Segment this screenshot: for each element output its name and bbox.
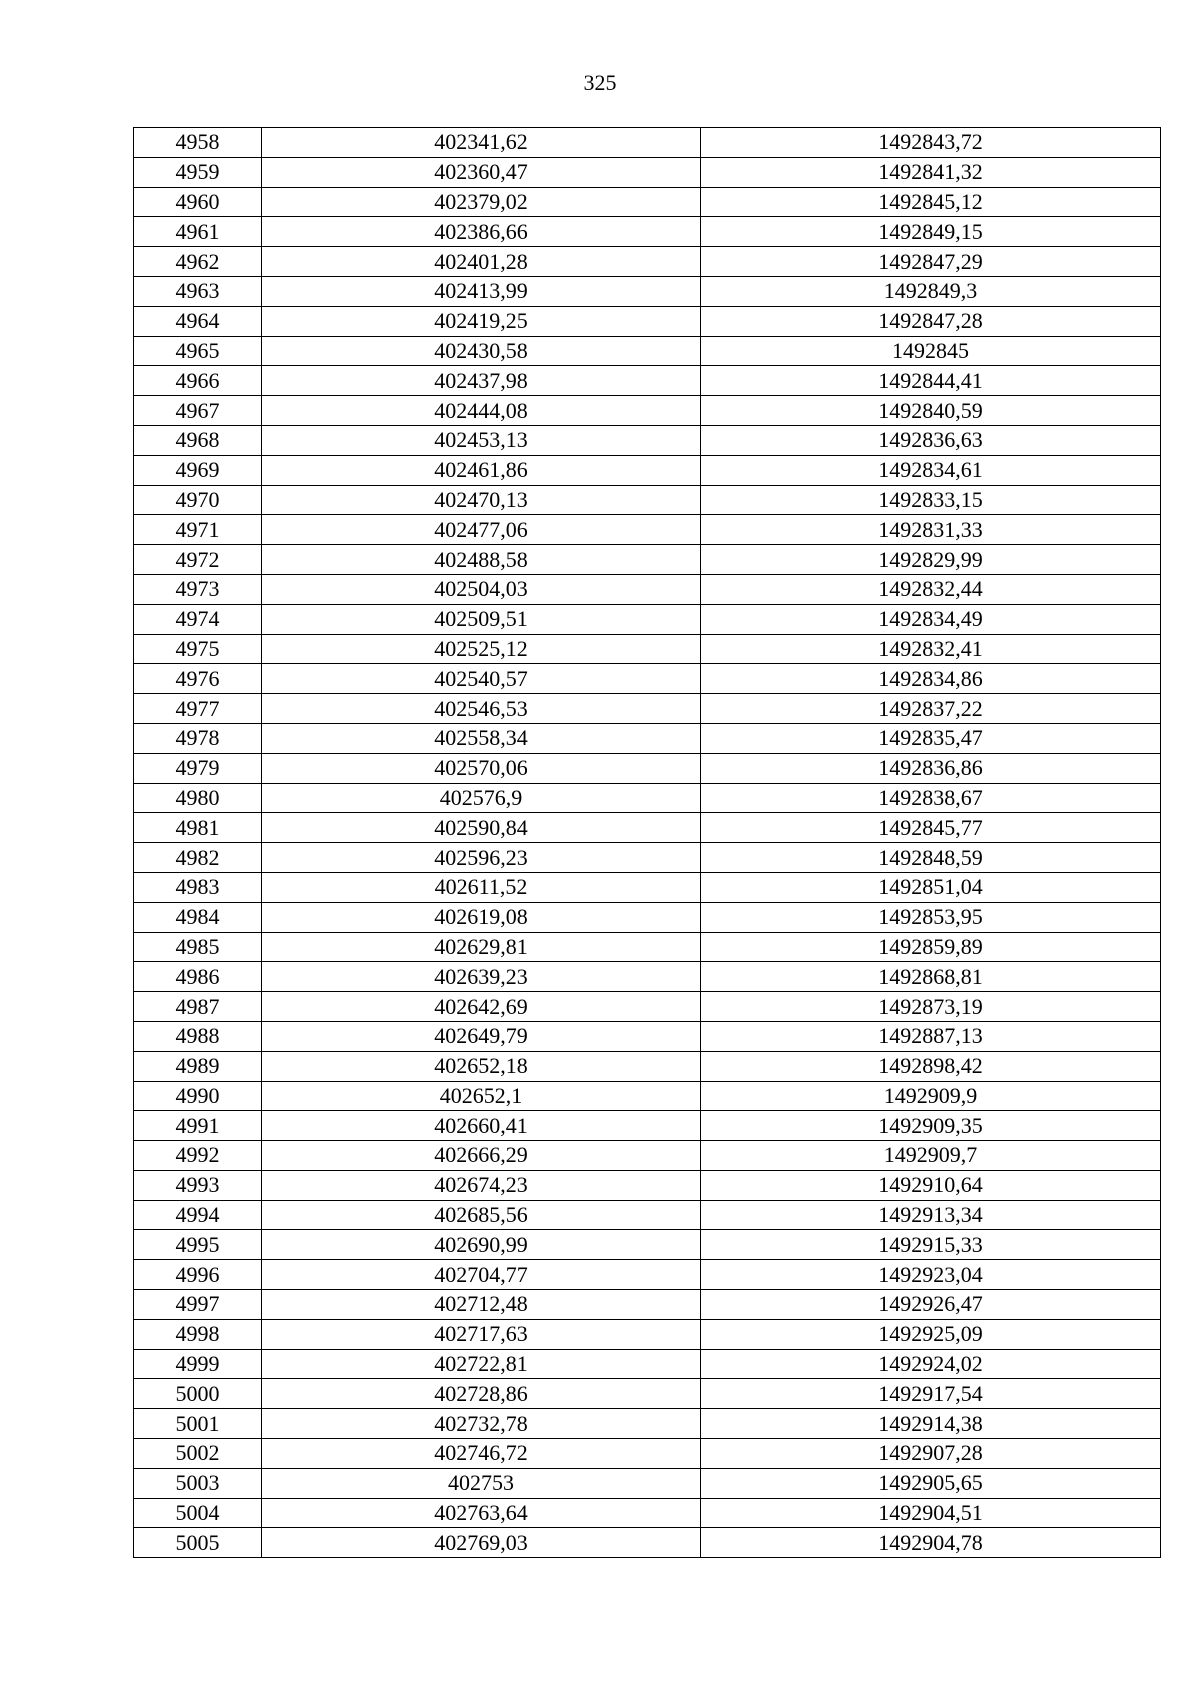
table-row (134, 545, 1161, 575)
table-row (134, 336, 1161, 366)
y-coordinate-cell: 1492887,13 (701, 1021, 1161, 1051)
point-number-cell: 4999 (134, 1349, 262, 1379)
table-row (134, 247, 1161, 277)
x-coordinate-cell: 402704,77 (262, 1260, 701, 1290)
y-coordinate-cell: 1492909,9 (701, 1081, 1161, 1111)
point-number-cell: 4978 (134, 723, 262, 753)
table-row (134, 962, 1161, 992)
table-row (134, 723, 1161, 753)
table-row (134, 843, 1161, 873)
table-row (134, 634, 1161, 664)
point-number-cell: 4979 (134, 753, 262, 783)
table-row (134, 813, 1161, 843)
point-number-cell: 5000 (134, 1379, 262, 1409)
y-coordinate-cell: 1492831,33 (701, 515, 1161, 545)
point-number-cell: 4998 (134, 1319, 262, 1349)
point-number-cell: 4973 (134, 574, 262, 604)
table-row (134, 455, 1161, 485)
x-coordinate-cell: 402504,03 (262, 574, 701, 604)
table-row (134, 1051, 1161, 1081)
x-coordinate-cell: 402488,58 (262, 545, 701, 575)
y-coordinate-cell: 1492845,77 (701, 813, 1161, 843)
point-number-cell: 4994 (134, 1200, 262, 1230)
x-coordinate-cell: 402753 (262, 1468, 701, 1498)
page-number: 325 (583, 70, 617, 95)
point-number-cell: 4977 (134, 694, 262, 724)
table-body (134, 128, 1161, 1558)
table-row (134, 753, 1161, 783)
x-coordinate-cell: 402746,72 (262, 1439, 701, 1469)
x-coordinate-cell: 402546,53 (262, 694, 701, 724)
y-coordinate-cell: 1492834,86 (701, 664, 1161, 694)
y-coordinate-cell: 1492832,44 (701, 574, 1161, 604)
x-coordinate-cell: 402437,98 (262, 366, 701, 396)
x-coordinate-cell: 402509,51 (262, 604, 701, 634)
x-coordinate-cell: 402386,66 (262, 217, 701, 247)
y-coordinate-cell: 1492904,51 (701, 1498, 1161, 1528)
x-coordinate-cell: 402570,06 (262, 753, 701, 783)
y-coordinate-cell: 1492915,33 (701, 1230, 1161, 1260)
x-coordinate-cell: 402690,99 (262, 1230, 701, 1260)
y-coordinate-cell: 1492834,61 (701, 455, 1161, 485)
table-row (134, 574, 1161, 604)
x-coordinate-cell: 402453,13 (262, 425, 701, 455)
x-coordinate-cell: 402619,08 (262, 902, 701, 932)
y-coordinate-cell: 1492836,63 (701, 425, 1161, 455)
point-number-cell: 4963 (134, 276, 262, 306)
y-coordinate-cell: 1492925,09 (701, 1319, 1161, 1349)
y-coordinate-cell: 1492832,41 (701, 634, 1161, 664)
x-coordinate-cell: 402660,41 (262, 1111, 701, 1141)
point-number-cell: 4985 (134, 932, 262, 962)
table-row (134, 1141, 1161, 1171)
y-coordinate-cell: 1492909,7 (701, 1141, 1161, 1171)
x-coordinate-cell: 402666,29 (262, 1141, 701, 1171)
point-number-cell: 4987 (134, 992, 262, 1022)
table-row (134, 1468, 1161, 1498)
table-row (134, 157, 1161, 187)
table-row (134, 1230, 1161, 1260)
table-row (134, 1260, 1161, 1290)
table-row (134, 1349, 1161, 1379)
point-number-cell: 4989 (134, 1051, 262, 1081)
table-row (134, 217, 1161, 247)
point-number-cell: 4975 (134, 634, 262, 664)
x-coordinate-cell: 402360,47 (262, 157, 701, 187)
y-coordinate-cell: 1492907,28 (701, 1439, 1161, 1469)
x-coordinate-cell: 402639,23 (262, 962, 701, 992)
table-row (134, 992, 1161, 1022)
table-row (134, 1439, 1161, 1469)
x-coordinate-cell: 402590,84 (262, 813, 701, 843)
table-row (134, 1081, 1161, 1111)
x-coordinate-cell: 402611,52 (262, 872, 701, 902)
y-coordinate-cell: 1492833,15 (701, 485, 1161, 515)
x-coordinate-cell: 402732,78 (262, 1409, 701, 1439)
x-coordinate-cell: 402717,63 (262, 1319, 701, 1349)
point-number-cell: 4969 (134, 455, 262, 485)
table-row (134, 664, 1161, 694)
y-coordinate-cell: 1492845,12 (701, 187, 1161, 217)
table-row (134, 128, 1161, 158)
point-number-cell: 4971 (134, 515, 262, 545)
point-number-cell: 4988 (134, 1021, 262, 1051)
x-coordinate-cell: 402576,9 (262, 783, 701, 813)
x-coordinate-cell: 402413,99 (262, 276, 701, 306)
table-row (134, 1111, 1161, 1141)
table-row (134, 276, 1161, 306)
y-coordinate-cell: 1492845 (701, 336, 1161, 366)
x-coordinate-cell: 402763,64 (262, 1498, 701, 1528)
y-coordinate-cell: 1492868,81 (701, 962, 1161, 992)
point-number-cell: 4968 (134, 425, 262, 455)
point-number-cell: 4983 (134, 872, 262, 902)
y-coordinate-cell: 1492923,04 (701, 1260, 1161, 1290)
table-row (134, 1498, 1161, 1528)
x-coordinate-cell: 402652,1 (262, 1081, 701, 1111)
x-coordinate-cell: 402341,62 (262, 128, 701, 158)
x-coordinate-cell: 402470,13 (262, 485, 701, 515)
table-row (134, 1290, 1161, 1320)
table-row (134, 485, 1161, 515)
x-coordinate-cell: 402461,86 (262, 455, 701, 485)
coordinates-table (133, 127, 1161, 1558)
y-coordinate-cell: 1492848,59 (701, 843, 1161, 873)
x-coordinate-cell: 402401,28 (262, 247, 701, 277)
x-coordinate-cell: 402674,23 (262, 1170, 701, 1200)
y-coordinate-cell: 1492910,64 (701, 1170, 1161, 1200)
y-coordinate-cell: 1492849,15 (701, 217, 1161, 247)
point-number-cell: 4980 (134, 783, 262, 813)
table-row (134, 187, 1161, 217)
y-coordinate-cell: 1492924,02 (701, 1349, 1161, 1379)
table-row (134, 604, 1161, 634)
point-number-cell: 4974 (134, 604, 262, 634)
y-coordinate-cell: 1492853,95 (701, 902, 1161, 932)
point-number-cell: 5003 (134, 1468, 262, 1498)
x-coordinate-cell: 402525,12 (262, 634, 701, 664)
x-coordinate-cell: 402444,08 (262, 396, 701, 426)
point-number-cell: 5001 (134, 1409, 262, 1439)
x-coordinate-cell: 402430,58 (262, 336, 701, 366)
x-coordinate-cell: 402712,48 (262, 1290, 701, 1320)
point-number-cell: 5005 (134, 1528, 262, 1558)
point-number-cell: 4995 (134, 1230, 262, 1260)
y-coordinate-cell: 1492917,54 (701, 1379, 1161, 1409)
y-coordinate-cell: 1492840,59 (701, 396, 1161, 426)
y-coordinate-cell: 1492847,28 (701, 306, 1161, 336)
y-coordinate-cell: 1492841,32 (701, 157, 1161, 187)
point-number-cell: 4991 (134, 1111, 262, 1141)
point-number-cell: 4996 (134, 1260, 262, 1290)
y-coordinate-cell: 1492905,65 (701, 1468, 1161, 1498)
y-coordinate-cell: 1492926,47 (701, 1290, 1161, 1320)
table-row (134, 1170, 1161, 1200)
x-coordinate-cell: 402769,03 (262, 1528, 701, 1558)
table-row (134, 1021, 1161, 1051)
x-coordinate-cell: 402652,18 (262, 1051, 701, 1081)
point-number-cell: 4990 (134, 1081, 262, 1111)
point-number-cell: 4967 (134, 396, 262, 426)
point-number-cell: 4962 (134, 247, 262, 277)
y-coordinate-cell: 1492913,34 (701, 1200, 1161, 1230)
x-coordinate-cell: 402419,25 (262, 306, 701, 336)
point-number-cell: 4981 (134, 813, 262, 843)
point-number-cell: 4992 (134, 1141, 262, 1171)
x-coordinate-cell: 402558,34 (262, 723, 701, 753)
x-coordinate-cell: 402596,23 (262, 843, 701, 873)
table-row (134, 1528, 1161, 1558)
x-coordinate-cell: 402728,86 (262, 1379, 701, 1409)
x-coordinate-cell: 402477,06 (262, 515, 701, 545)
table-row (134, 902, 1161, 932)
point-number-cell: 4964 (134, 306, 262, 336)
point-number-cell: 4965 (134, 336, 262, 366)
point-number-cell: 4960 (134, 187, 262, 217)
table-row (134, 306, 1161, 336)
y-coordinate-cell: 1492851,04 (701, 872, 1161, 902)
y-coordinate-cell: 1492844,41 (701, 366, 1161, 396)
point-number-cell: 4997 (134, 1290, 262, 1320)
table-row (134, 1409, 1161, 1439)
point-number-cell: 4993 (134, 1170, 262, 1200)
y-coordinate-cell: 1492849,3 (701, 276, 1161, 306)
y-coordinate-cell: 1492914,38 (701, 1409, 1161, 1439)
point-number-cell: 5004 (134, 1498, 262, 1528)
table-row (134, 783, 1161, 813)
point-number-cell: 4982 (134, 843, 262, 873)
y-coordinate-cell: 1492836,86 (701, 753, 1161, 783)
point-number-cell: 4984 (134, 902, 262, 932)
y-coordinate-cell: 1492843,72 (701, 128, 1161, 158)
y-coordinate-cell: 1492838,67 (701, 783, 1161, 813)
point-number-cell: 4958 (134, 128, 262, 158)
table-row (134, 932, 1161, 962)
table-row (134, 1379, 1161, 1409)
x-coordinate-cell: 402649,79 (262, 1021, 701, 1051)
table-row (134, 1200, 1161, 1230)
point-number-cell: 4970 (134, 485, 262, 515)
x-coordinate-cell: 402629,81 (262, 932, 701, 962)
y-coordinate-cell: 1492898,42 (701, 1051, 1161, 1081)
y-coordinate-cell: 1492873,19 (701, 992, 1161, 1022)
x-coordinate-cell: 402642,69 (262, 992, 701, 1022)
y-coordinate-cell: 1492904,78 (701, 1528, 1161, 1558)
table-row (134, 425, 1161, 455)
point-number-cell: 4961 (134, 217, 262, 247)
y-coordinate-cell: 1492859,89 (701, 932, 1161, 962)
table-row (134, 515, 1161, 545)
y-coordinate-cell: 1492909,35 (701, 1111, 1161, 1141)
y-coordinate-cell: 1492834,49 (701, 604, 1161, 634)
x-coordinate-cell: 402379,02 (262, 187, 701, 217)
y-coordinate-cell: 1492837,22 (701, 694, 1161, 724)
y-coordinate-cell: 1492829,99 (701, 545, 1161, 575)
y-coordinate-cell: 1492835,47 (701, 723, 1161, 753)
point-number-cell: 4966 (134, 366, 262, 396)
table-row (134, 396, 1161, 426)
point-number-cell: 4959 (134, 157, 262, 187)
table-row (134, 1319, 1161, 1349)
table-row (134, 872, 1161, 902)
table-row (134, 694, 1161, 724)
table-row (134, 366, 1161, 396)
y-coordinate-cell: 1492847,29 (701, 247, 1161, 277)
point-number-cell: 4972 (134, 545, 262, 575)
point-number-cell: 5002 (134, 1439, 262, 1469)
point-number-cell: 4976 (134, 664, 262, 694)
x-coordinate-cell: 402540,57 (262, 664, 701, 694)
x-coordinate-cell: 402685,56 (262, 1200, 701, 1230)
x-coordinate-cell: 402722,81 (262, 1349, 701, 1379)
point-number-cell: 4986 (134, 962, 262, 992)
